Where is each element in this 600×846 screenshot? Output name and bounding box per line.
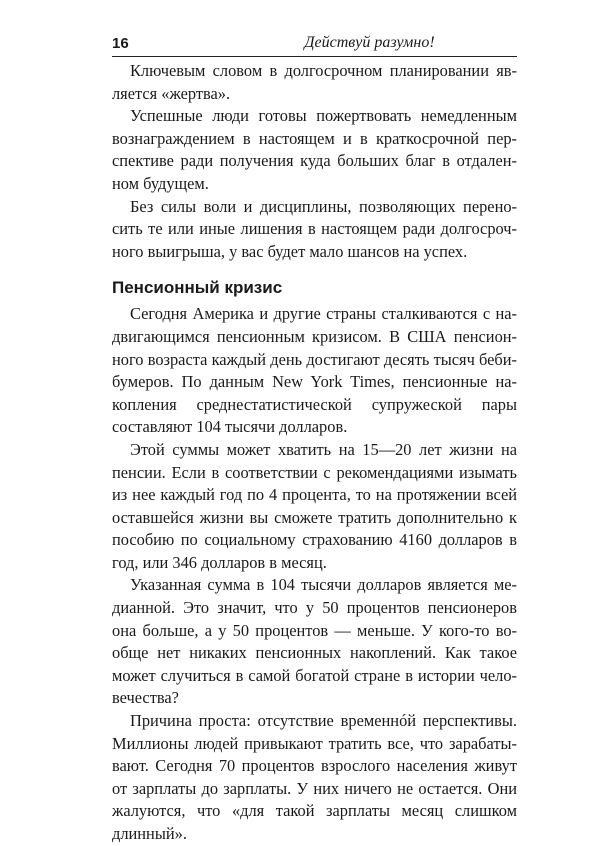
paragraph <box>112 60 517 105</box>
text-line: Указанная сумма в 104 тысячи долларов является ме- <box>130 575 517 595</box>
paragraph <box>112 439 517 575</box>
text-line: вечества? <box>112 688 179 708</box>
text-line: ном будущем. <box>112 173 209 193</box>
text-line: от зарплаты до зарплаты. У них ничего не остается. Они <box>112 778 517 798</box>
text-line: составляют 104 тысячи долларов. <box>112 417 348 437</box>
page-number: 16 <box>112 35 129 52</box>
text-line: двигающимся пенсионным кризисом. В США пенсион- <box>112 326 517 346</box>
section-heading: Пенсионный кризис <box>112 278 283 298</box>
text-line: оставшейся жизни вы сможете тратить дополнительно к <box>112 507 517 527</box>
text-line: вают. Сегодня 70 процентов взрослого населения живут <box>112 756 517 776</box>
text-line: спективе ради получения куда больших благ в отдален- <box>112 151 517 171</box>
text-line: Миллионы людей привыкают тратить все, что зарабаты- <box>112 733 517 753</box>
text-line: вознаграждением в настоящем и в краткосрочной пер- <box>112 128 517 148</box>
body-text <box>112 60 517 846</box>
text-line: она больше, а у 50 процентов — меньше. У кого-то во- <box>112 620 517 640</box>
text-line: копления среднестатистической супружеской пары <box>112 394 517 414</box>
paragraph <box>112 710 517 846</box>
text-line: ного выигрыша, у вас будет мало шансов на успех. <box>112 241 468 261</box>
text-line: длинный». <box>112 824 187 843</box>
text-line: из нее каждый год по 4 процента, то на протяжении всей <box>112 485 517 505</box>
text-line: Сегодня Америка и другие страны сталкиваются с на- <box>130 304 517 324</box>
text-line: Этой суммы может хватить на 15—20 лет жизни на <box>130 439 517 459</box>
text-line: ного возраста каждый день достигают десять тысяч беби- <box>112 349 517 369</box>
text-line: жалуются, что «для такой зарплаты месяц слишком <box>112 801 517 821</box>
text-line: Ключевым словом в долгосрочном планировании яв- <box>130 61 517 80</box>
running-title: Действуй разумно! <box>304 34 435 51</box>
text-line: бумеров. По данным New York Times, пенсионные на- <box>112 372 517 392</box>
text-line: обще нет никаких пенсионных накоплений. Как такое <box>112 643 517 663</box>
text-line: ляется «жертва». <box>112 83 231 103</box>
text-line: сить те или иные лишения в настоящем ради долгосроч- <box>112 219 517 239</box>
text-line: Успешные люди готовы пожертвовать немедленным <box>130 106 517 126</box>
text-line: Без силы воли и дисциплины, позволяющих перено- <box>130 196 517 216</box>
text-line: пособию по социальному страхованию 4160 долларов в <box>112 530 517 550</box>
running-header <box>112 34 517 57</box>
paragraph <box>112 574 517 710</box>
intro-paragraphs <box>112 60 517 263</box>
paragraph <box>112 303 517 439</box>
text-line: дианной. Это значит, что у 50 процентов пенсионеров <box>112 598 517 618</box>
text-line: год, или 346 долларов в месяц. <box>112 552 327 572</box>
section-paragraphs <box>112 303 517 845</box>
text-line: пенсии. Если в соответствии с рекомендациями изымать <box>112 462 517 482</box>
paragraph <box>112 105 517 195</box>
paragraph <box>112 196 517 264</box>
text-line: Причина проста: отсутствие временнóй перспективы. <box>130 711 517 731</box>
text-line: может случиться в самой богатой стране в истории чело- <box>112 665 517 685</box>
